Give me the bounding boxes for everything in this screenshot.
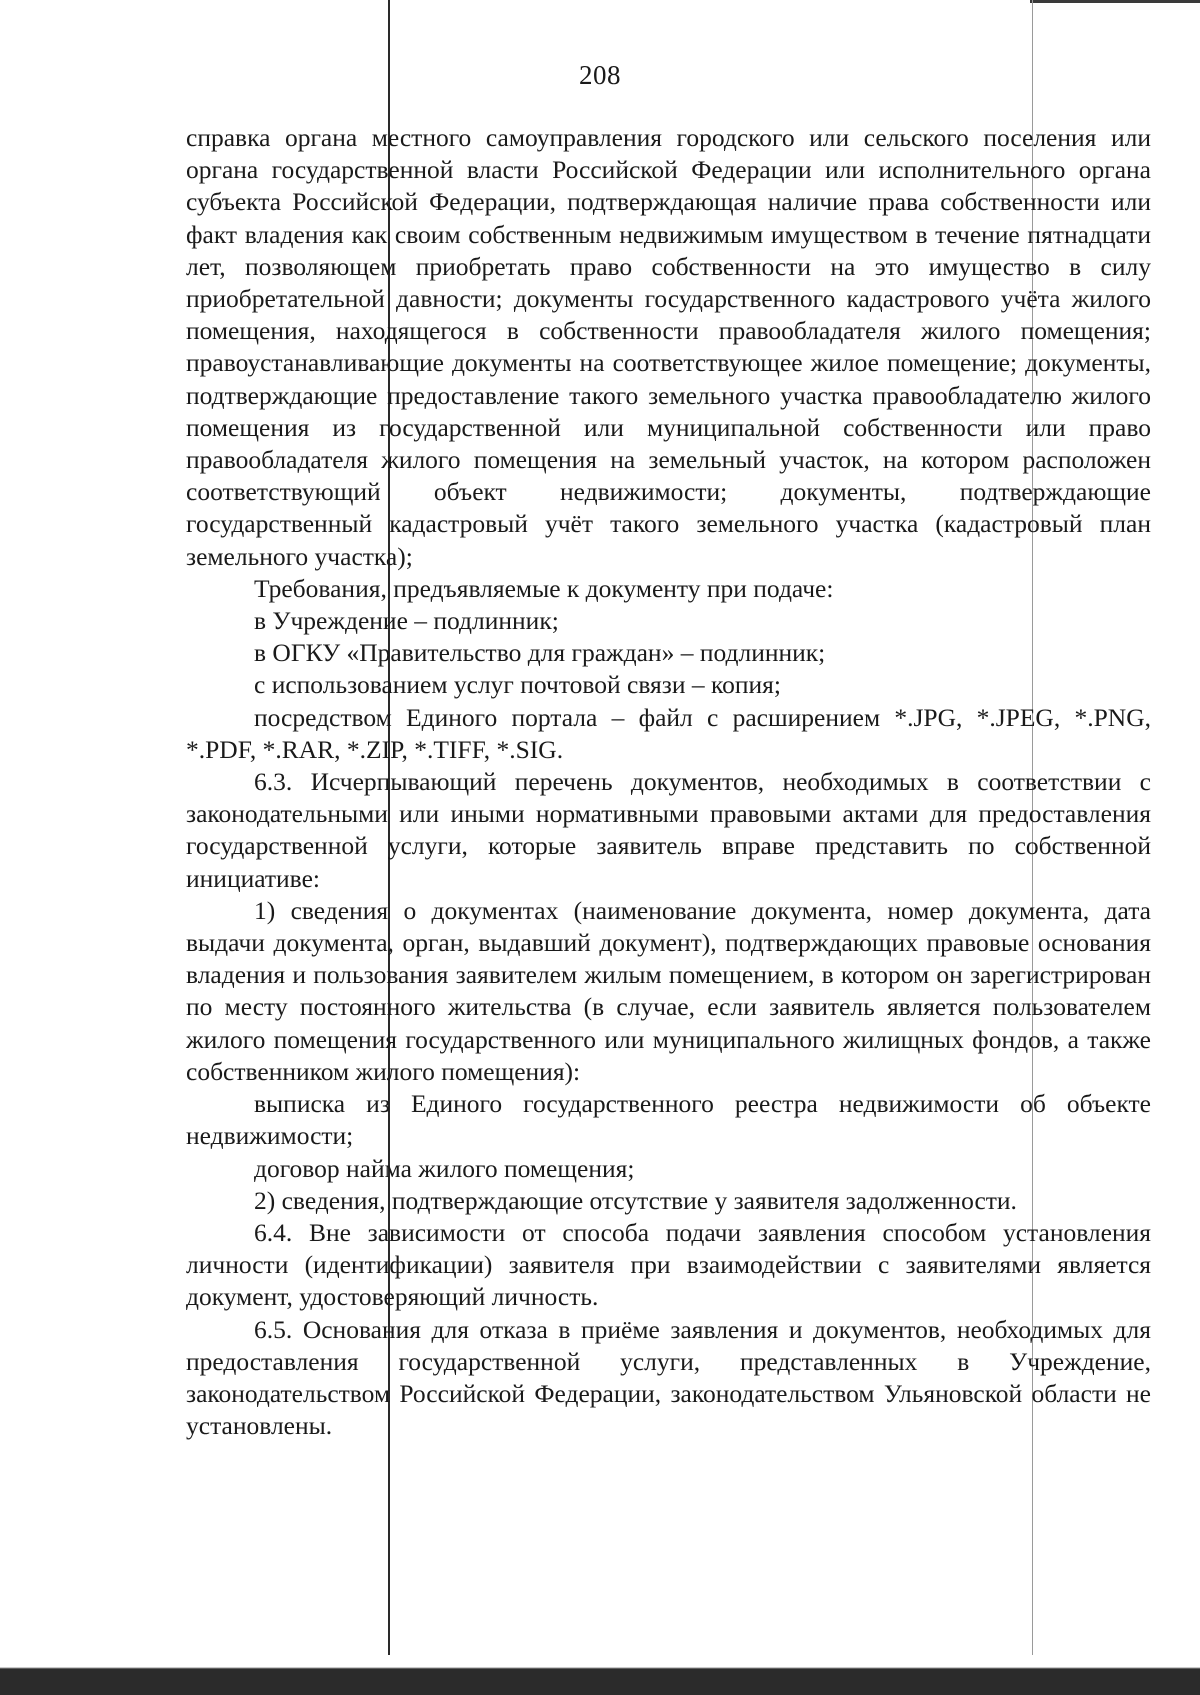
- paragraph: 1) сведения о документах (наименование документа, номер документа, дата выдачи документа, орган, выдавший документ), подтверждающих правовые основания владения и пользования заявителем жилым помещением, в котором он зарегистрирован по месту постоянного жительства (в случае, если заявитель является пользователем жилого помещения государственного или муниципального жилищных фондов, а также собственником жилого помещения):: [186, 895, 1151, 1086]
- paragraph: 6.3. Исчерпывающий перечень документов, необходимых в соответствии с законодательными или иными нормативными правовыми актами для предоставления государственной услуги, которые заявитель вправе представить по собственной инициативе:: [186, 767, 1151, 893]
- scan-artifact-top: [1030, 0, 1200, 3]
- paragraph: в Учреждение – подлинник;: [254, 606, 559, 636]
- paragraph: справка органа местного самоуправления городского или сельского поселения или органа государственной власти Российской Федерации или исполнительного органа субъекта Российской Федерации, подтверждающая наличие права собственности или факт владения как своим собственным недвижимым имуществом в течение пятнадцати лет, позволяющем приобретать право собственности на это имущество в силу приобретательной давности; документы государственного кадастрового учёта жилого помещения, находящегося в собственности правообладателя жилого помещения; правоустанавливающие документы на соответствующее жилое помещение; документы, подтверждающие предоставление такого земельного участка правообладателю жилого помещения из государственной или муниципальной собственности или право правообладателя жилого помещения на земельный участок, на котором расположен соответствующий объект недвижимости; документы, подтверждающие государственный кадастровый учёт такого земельного участка (кадастровый план земельного участка);: [186, 123, 1151, 571]
- paragraph: 6.4. Вне зависимости от способа подачи заявления способом установления личности (идентификации) заявителя при взаимодействии с заявителями является документ, удостоверяющий личность.: [186, 1217, 1151, 1312]
- paragraph: 2) сведения, подтверждающие отсутствие у заявителя задолженности.: [254, 1185, 1017, 1215]
- paragraph: выписка из Единого государственного реестра недвижимости об объекте недвижимости;: [186, 1089, 1151, 1151]
- scan-artifact-bottom: [0, 1655, 1200, 1695]
- page-number: 208: [579, 60, 621, 90]
- paragraph: 6.5. Основания для отказа в приёме заявления и документов, необходимых для предоставления государственной услуги, представленных в Учреждение, законодательством Российской Федерации, законодательством Ульяновской области не установлены.: [186, 1314, 1151, 1441]
- paragraph: с использованием услуг почтовой связи – копия;: [254, 670, 781, 700]
- paragraph: договор найма жилого помещения;: [254, 1153, 635, 1183]
- paragraph: посредством Единого портала – файл с расширением *.JPG, *.JPEG, *.PNG, *.PDF, *.RAR, *.ZIP, *.TIFF, *.SIG.: [186, 702, 1151, 764]
- paragraph: в ОГКУ «Правительство для граждан» – подлинник;: [254, 638, 826, 668]
- paragraph: Требования, предъявляемые к документу при подаче:: [254, 573, 834, 603]
- document-body: [186, 122, 1151, 1442]
